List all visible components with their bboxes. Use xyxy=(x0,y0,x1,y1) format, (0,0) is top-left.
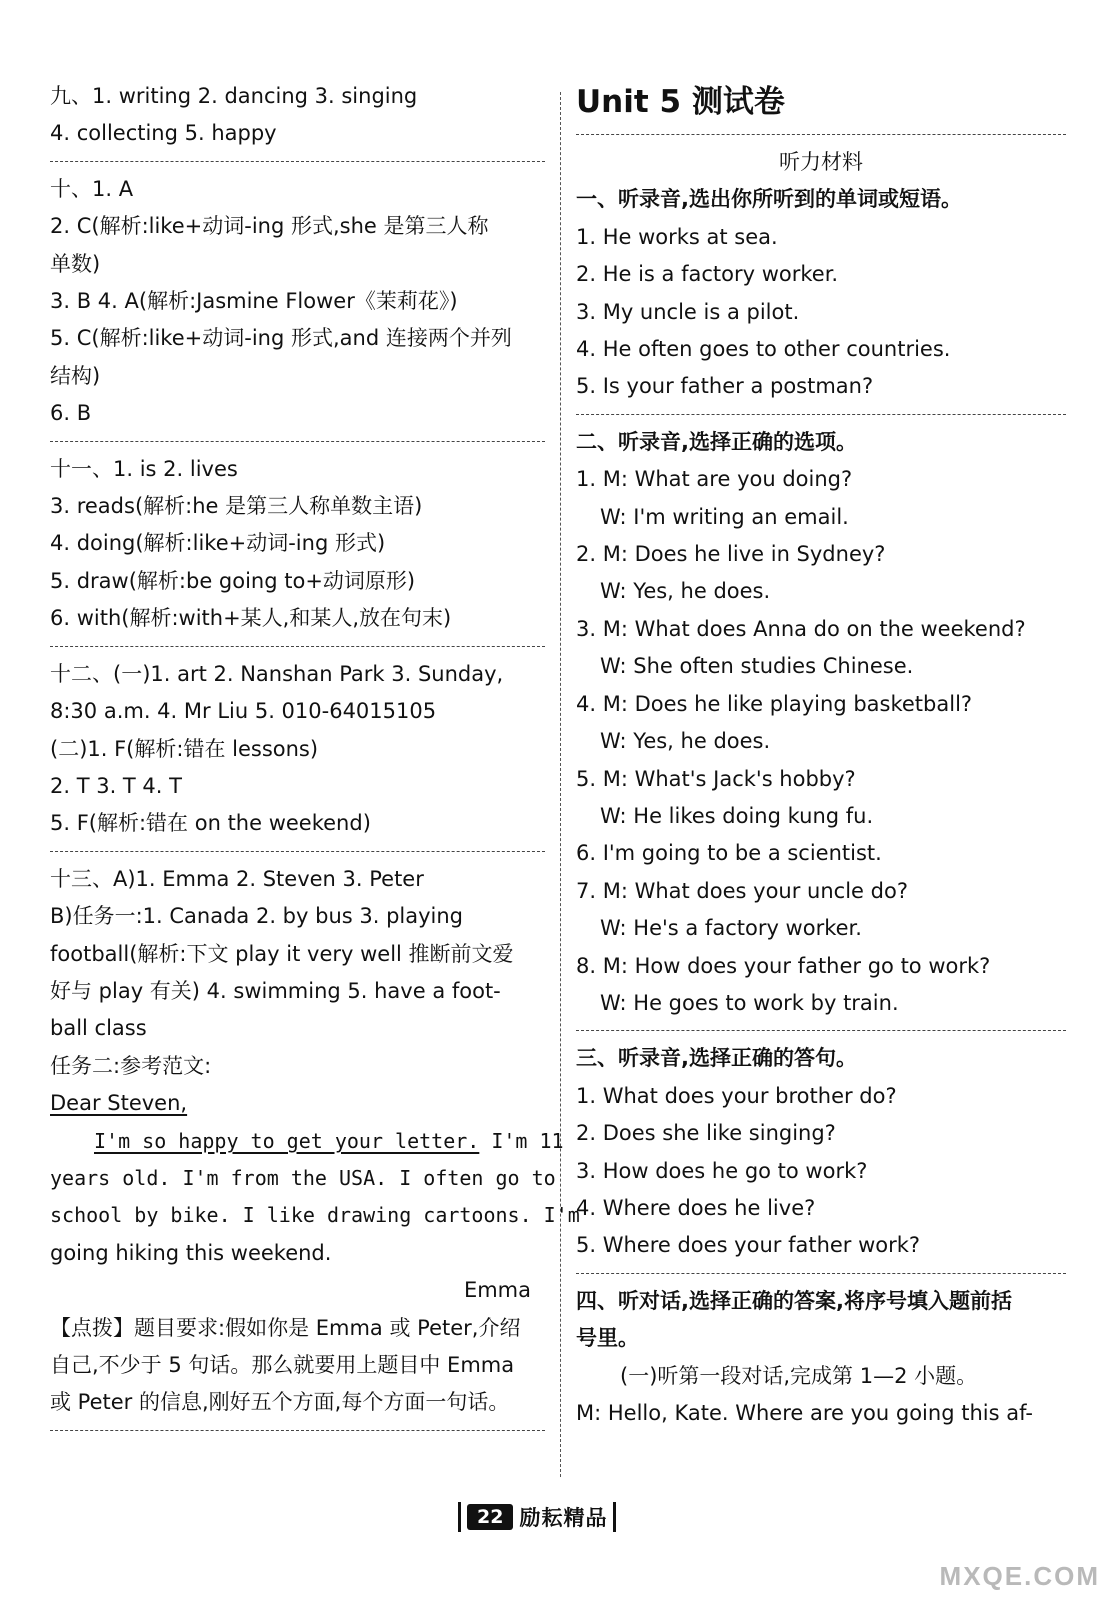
text-line: 【点拨】题目要求:假如你是 Emma 或 Peter,介绍 xyxy=(50,1315,521,1340)
text-line: 2. C(解析:like+动词-ing 形式,she 是第三人称 xyxy=(50,214,489,239)
text-line: 6. I'm going to be a scientist. xyxy=(576,841,882,866)
text-line: 十、1. A xyxy=(50,176,134,201)
right-column xyxy=(576,78,1066,1432)
text-line: school by bike. I like drawing cartoons. I'm xyxy=(50,1203,580,1228)
text-line: 十三、A)1. Emma 2. Steven 3. Peter xyxy=(50,866,424,891)
text-line: 3. My uncle is a pilot. xyxy=(576,299,800,324)
unit-title: Unit 5 测试卷 xyxy=(576,84,785,120)
text-line: 2. M: Does he live in Sydney? xyxy=(576,542,886,567)
dashed-separator xyxy=(50,851,545,852)
text-line: football(解析:下文 play it very well 推断前文爱 xyxy=(50,941,514,966)
text-line: 8. M: How does your father go to work? xyxy=(576,953,991,978)
text-line: 5. Where does your father work? xyxy=(576,1233,921,1258)
text-line: 1. He works at sea. xyxy=(576,224,778,249)
dashed-separator xyxy=(50,646,545,647)
text-line: 7. M: What does your uncle do? xyxy=(576,878,908,903)
text-line: 好与 play 有关) 4. swimming 5. have a foot- xyxy=(50,978,501,1003)
text-line: B)任务一:1. Canada 2. by bus 3. playing xyxy=(50,904,464,929)
text-line: 九、1. writing 2. dancing 3. singing xyxy=(50,84,418,108)
text-line: 二、听录音,选择正确的选项。 xyxy=(576,429,857,454)
footer-bar-right xyxy=(613,1502,616,1532)
text-line: 号里。 xyxy=(576,1326,639,1351)
text-line xyxy=(50,1123,564,1160)
text-line: 4. He often goes to other countries. xyxy=(576,337,951,362)
letter-greeting: Dear Steven, xyxy=(50,1091,188,1116)
text-line: 三、听录音,选择正确的答句。 xyxy=(576,1046,857,1071)
text-line: M: Hello, Kate. Where are you going this af- xyxy=(576,1401,1033,1425)
dashed-separator xyxy=(576,134,1066,135)
text-line: 5. Is your father a postman? xyxy=(576,374,874,399)
text-line: 四、听对话,选择正确的答案,将序号填入题前括 xyxy=(576,1288,1012,1313)
text-line: 1. What does your brother do? xyxy=(576,1083,897,1108)
text-line: 结构) xyxy=(50,363,101,388)
text-line: 6. B xyxy=(50,401,92,426)
text-line: 十二、(一)1. art 2. Nanshan Park 3. Sunday, xyxy=(50,661,504,686)
dashed-separator xyxy=(576,1030,1066,1031)
column-divider xyxy=(560,92,561,1477)
text-line: W: Yes, he does. xyxy=(600,729,771,754)
text-line: W: He likes doing kung fu. xyxy=(600,803,874,828)
underlined-sentence: I'm so happy to get your letter. xyxy=(94,1128,480,1153)
right-column-body xyxy=(576,134,1066,1432)
text-line: ball class xyxy=(50,1016,147,1041)
text-line: W: Yes, he does. xyxy=(600,579,771,604)
text-line: 1. M: What are you doing? xyxy=(576,467,853,492)
dashed-separator xyxy=(50,1430,545,1431)
text-line: 5. M: What's Jack's hobby? xyxy=(576,766,856,791)
dashed-separator xyxy=(50,161,545,162)
text-line: W: He's a factory worker. xyxy=(600,916,862,941)
text-line: 3. reads(解析:he 是第三人称单数主语) xyxy=(50,494,423,519)
text-line: 8:30 a.m. 4. Mr Liu 5. 010-64015105 xyxy=(50,699,437,724)
text-line: 一、听录音,选出你所听到的单词或短语。 xyxy=(576,187,962,212)
text-line: 5. C(解析:like+动词-ing 形式,and 连接两个并列 xyxy=(50,326,512,351)
text-line: 4. doing(解析:like+动词-ing 形式) xyxy=(50,531,386,556)
text-line: 2. He is a factory worker. xyxy=(576,262,839,287)
text-line: W: She often studies Chinese. xyxy=(600,654,914,679)
text-line: 6. with(解析:with+某人,和某人,放在句末) xyxy=(50,606,452,631)
text-line: 4. M: Does he like playing basketball? xyxy=(576,691,973,716)
text-line: 十一、1. is 2. lives xyxy=(50,456,238,481)
text-line: 3. M: What does Anna do on the weekend? xyxy=(576,616,1026,641)
text-line: going hiking this weekend. xyxy=(50,1240,332,1265)
dashed-separator xyxy=(50,441,545,442)
text-line: 自己,不少于 5 句话。那么就要用上题目中 Emma xyxy=(50,1353,515,1377)
text-line: (二)1. F(解析:错在 lessons) xyxy=(50,736,319,761)
left-column xyxy=(50,78,580,1440)
footer-bar-left xyxy=(458,1502,461,1532)
text-line: 3. How does he go to work? xyxy=(576,1158,868,1183)
text-line: 单数) xyxy=(50,251,101,276)
text-line: Emma xyxy=(463,1278,531,1303)
text-line: 5. draw(解析:be going to+动词原形) xyxy=(50,568,416,593)
page-number: 22 xyxy=(467,1504,513,1530)
text-line: 4. Where does he live? xyxy=(576,1195,816,1220)
dashed-separator xyxy=(576,1273,1066,1274)
text-line: 或 Peter 的信息,刚好五个方面,每个方面一句话。 xyxy=(50,1390,510,1415)
text-line: 2. Does she like singing? xyxy=(576,1121,836,1146)
text-line: 2. T 3. T 4. T xyxy=(50,773,182,798)
sentence-tail: I'm 11 xyxy=(479,1128,564,1153)
text-line: W: He goes to work by train. xyxy=(600,990,899,1015)
brand-name: 励耘精品 xyxy=(519,1506,608,1530)
text-line: W: I'm writing an email. xyxy=(600,504,849,529)
watermark: MXQE.COM xyxy=(939,1561,1100,1591)
dashed-separator xyxy=(576,414,1066,415)
text-line: 5. F(解析:错在 on the weekend) xyxy=(50,811,371,836)
text-line: 任务二:参考范文: xyxy=(50,1053,212,1078)
text-line: years old. I'm from the USA. I often go to xyxy=(50,1165,556,1190)
text-line: 3. B 4. A(解析:Jasmine Flower《茉莉花》) xyxy=(50,289,458,314)
text-line xyxy=(50,1085,545,1122)
text-line: 4. collecting 5. happy xyxy=(50,121,277,146)
page-footer xyxy=(458,1497,616,1537)
text-line: (一)听第一段对话,完成第 1—2 小题。 xyxy=(620,1363,978,1388)
text-line: 听力材料 xyxy=(779,150,863,174)
